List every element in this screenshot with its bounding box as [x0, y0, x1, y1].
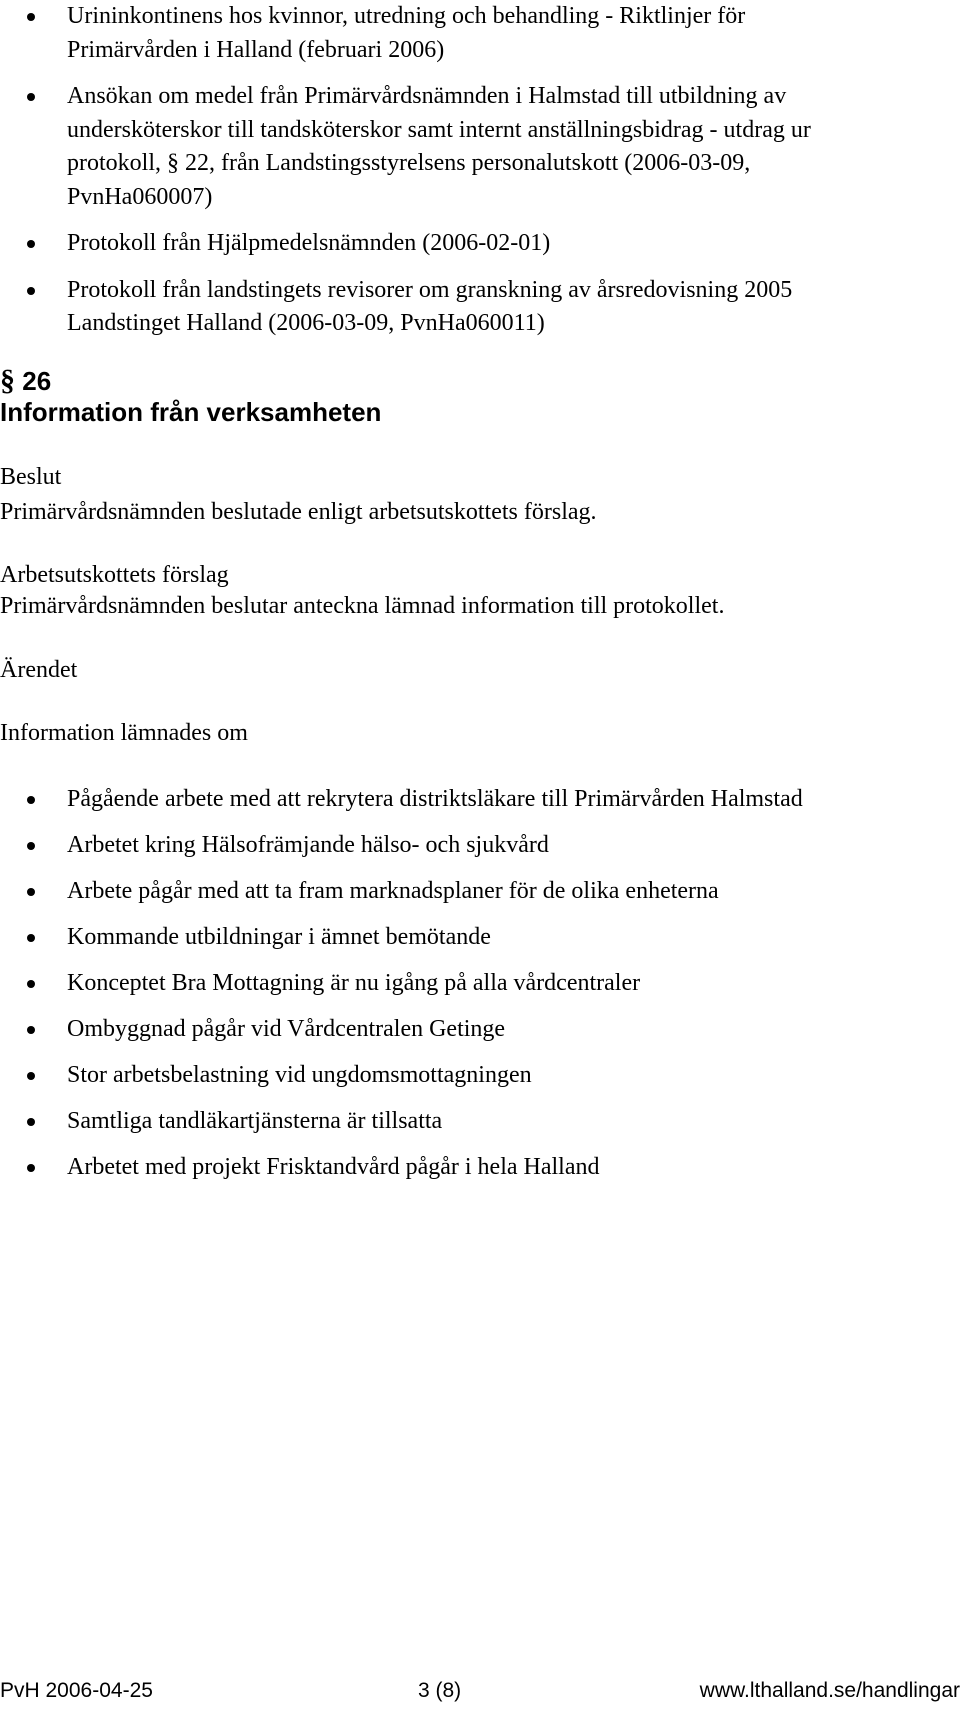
arendet-heading: Ärendet [0, 657, 78, 683]
list-item-text: Samtliga tandläkartjänsterna är tillsatta [67, 1108, 443, 1134]
list-item-text: Protokoll från Hjälpmedelsnämnden (2006-02-01) [67, 230, 551, 256]
footer-page-number: 3 (8) [418, 1679, 462, 1702]
list-item-text: Arbetet kring Hälsofrämjande hälso- och sjukvård [67, 832, 549, 858]
forslag-heading: Arbetsutskottets förslag [0, 562, 229, 588]
bullet-icon [27, 1072, 35, 1080]
list-item [0, 0, 960, 67]
section-symbol: § [0, 364, 15, 397]
list-item-text: Arbete pågår med att ta fram marknadsplaner för de olika enheterna [67, 878, 719, 904]
bullet-icon [27, 842, 35, 850]
footer-url[interactable]: www.lthalland.se/handlingar [699, 1679, 960, 1702]
list-item [0, 1105, 960, 1139]
list-item-text: Urininkontinens hos kvinnor, utredning och behandling - Riktlinjer för Primärvården i Halland (februari 2006) [67, 3, 746, 63]
bullet-icon [27, 93, 35, 101]
list-item [0, 875, 960, 909]
list-item-text: Stor arbetsbelastning vid ungdomsmottagningen [67, 1062, 532, 1088]
bullet-icon [27, 13, 35, 21]
bullet-icon [27, 796, 35, 804]
section-title: Information från verksamheten [0, 397, 382, 427]
list-item [0, 829, 960, 863]
forslag-text: Primärvårdsnämnden beslutar anteckna lämnad information till protokollet. [0, 593, 725, 619]
bullet-icon [27, 980, 35, 988]
bullet-icon [27, 1118, 35, 1126]
list-item [0, 783, 960, 817]
section-number [0, 366, 51, 396]
beslut-text: Primärvårdsnämnden beslutade enligt arbetsutskottets förslag. [0, 499, 597, 525]
bullet-icon [27, 240, 35, 248]
bullet-icon [27, 934, 35, 942]
list-item-text: Konceptet Bra Mottagning är nu igång på alla vårdcentraler [67, 970, 641, 996]
bullet-icon [27, 1026, 35, 1034]
bullet-icon [27, 888, 35, 896]
list-item [0, 1151, 960, 1185]
list-item-text: Ansökan om medel från Primärvårdsnämnden i Halmstad till utbildning av undersköterskor till tandsköterskor samt internt anställningsbidrag - utdrag ur protokoll, § 22, från Landstingsstyrelsens personalutskott (2006-03-09, PvnHa060007) [67, 83, 811, 210]
list-item [0, 274, 960, 341]
list-item [0, 967, 960, 1001]
list-item-text: Arbetet med projekt Frisktandvård pågår i hela Halland [67, 1154, 600, 1180]
list-item-text: Protokoll från landstingets revisorer om granskning av årsredovisning 2005 Landstinget Halland (2006-03-09, PvnHa060011) [67, 276, 793, 336]
list-item-text: Ombyggnad pågår vid Vårdcentralen Getinge [67, 1016, 506, 1042]
beslut-heading: Beslut [0, 464, 62, 490]
top-bullet-list [0, 0, 960, 354]
list-item [0, 227, 960, 261]
footer-date: PvH 2006-04-25 [0, 1679, 153, 1702]
arendet-intro: Information lämnades om [0, 720, 248, 746]
list-item-text: Pågående arbete med att rekrytera distriktsläkare till Primärvården Halmstad [67, 786, 803, 812]
bullet-icon [27, 287, 35, 295]
list-item [0, 80, 960, 214]
list-item [0, 921, 960, 955]
list-item [0, 1059, 960, 1093]
list-item [0, 1013, 960, 1047]
section-number-value: 26 [22, 366, 52, 396]
bullet-icon [27, 1164, 35, 1172]
information-bullet-list [0, 783, 960, 1197]
list-item-text: Kommande utbildningar i ämnet bemötande [67, 924, 491, 950]
